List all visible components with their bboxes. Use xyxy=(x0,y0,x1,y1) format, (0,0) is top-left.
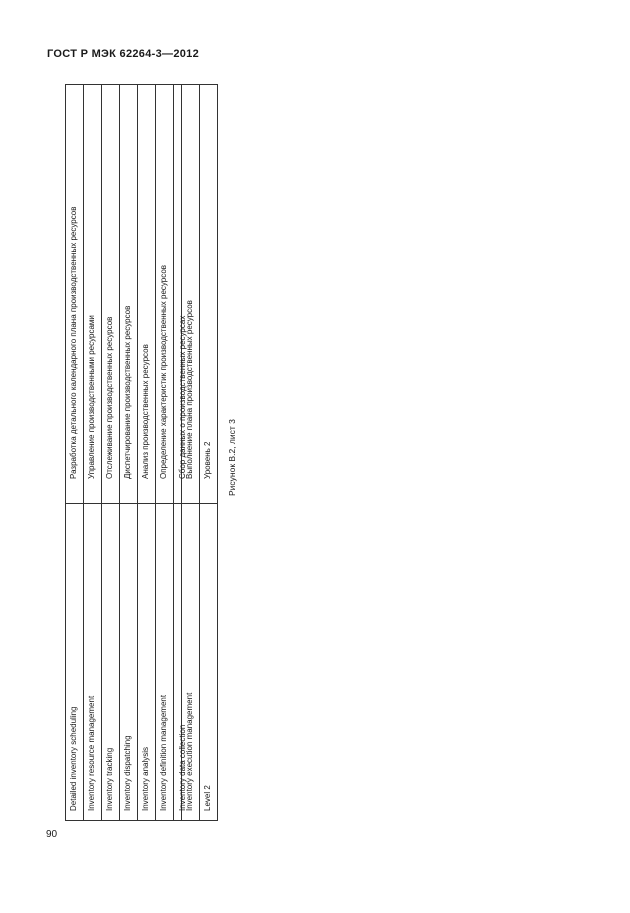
row-divider xyxy=(119,85,120,820)
row-divider xyxy=(155,85,156,820)
term-ru-3: Отслеживание производственных ресурсов xyxy=(105,316,114,479)
row-divider xyxy=(173,85,174,820)
column-divider xyxy=(66,503,217,504)
term-ru-5: Анализ производственных ресурсов xyxy=(141,344,150,479)
page-number: 90 xyxy=(46,829,58,840)
term-ru-2: Управление производственными ресурсами xyxy=(87,315,96,479)
term-en-1: Detailed inventory scheduling xyxy=(69,706,78,811)
term-en-7: Inventory data collection xyxy=(178,724,187,811)
term-en-5: Inventory analysis xyxy=(141,746,150,811)
row-divider xyxy=(101,85,102,820)
terms-table xyxy=(65,84,218,821)
document-header: ГОСТ Р МЭК 62264-3—2012 xyxy=(47,48,199,60)
term-ru-9: Уровень 2 xyxy=(203,441,212,479)
term-en-9: Level 2 xyxy=(203,785,212,811)
row-divider xyxy=(137,85,138,820)
term-en-4: Inventory dispatching xyxy=(123,735,132,811)
row-divider xyxy=(199,85,200,820)
term-en-8: Inventory execution management xyxy=(185,692,194,811)
term-ru-6: Определение характеристик производственных ресурсов xyxy=(159,264,168,479)
row-divider xyxy=(83,85,84,820)
term-en-6: Inventory definition management xyxy=(159,694,168,811)
term-en-3: Inventory tracking xyxy=(105,747,114,811)
term-ru-1: Разработка детального календарного плана производственных ресурсов xyxy=(69,206,78,479)
term-ru-8: Выполнение плана производственных ресурсов xyxy=(185,300,194,479)
term-ru-4: Диспетчирование производственных ресурсов xyxy=(123,305,132,479)
term-ru-7: Сбор данных о производственных ресурсах xyxy=(178,315,187,479)
term-en-2: Inventory resource management xyxy=(87,695,96,811)
figure-caption: Рисунок В.2, лист 3 xyxy=(227,419,237,496)
